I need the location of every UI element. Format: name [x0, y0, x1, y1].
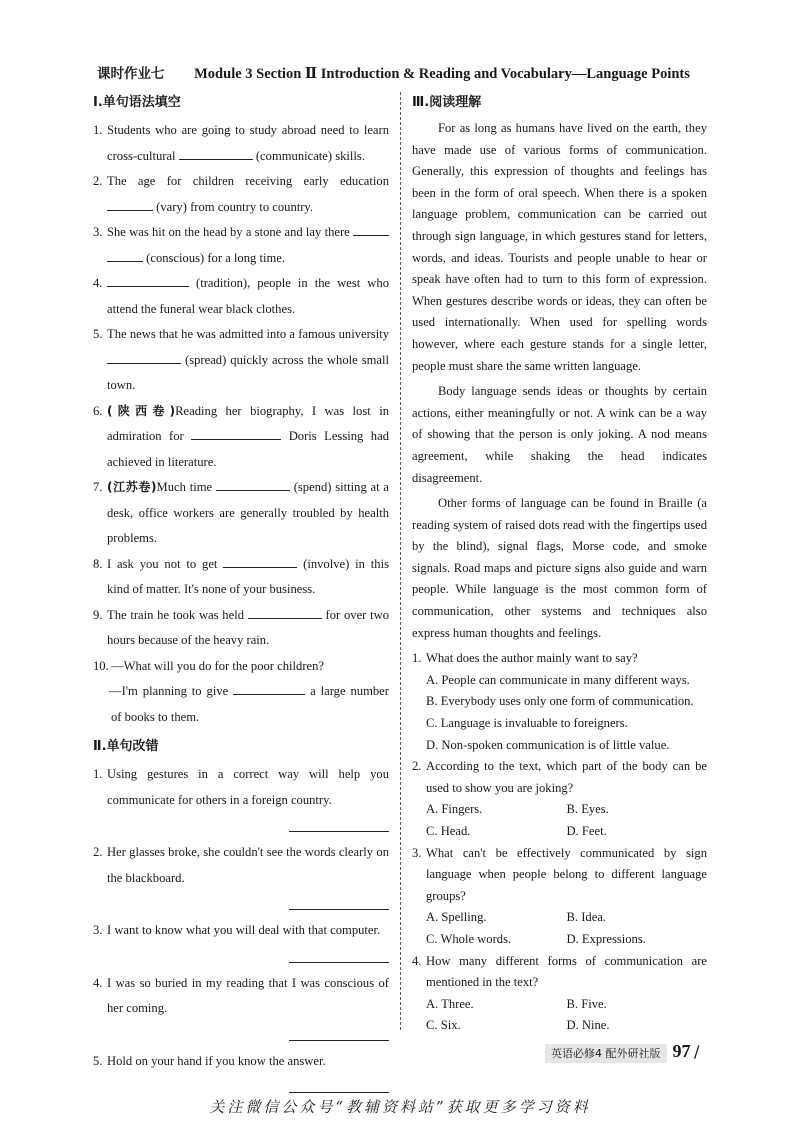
reading-question-4: 4. How many different forms of communication are mentioned in the text?	[412, 953, 707, 990]
answer-blank[interactable]	[107, 196, 153, 211]
question-9: 9. The train he took was held for over two hours because of the heavy rain.	[93, 603, 389, 654]
right-column	[412, 90, 707, 1037]
correction-3: 3. I want to know what you will deal with that computer.	[93, 918, 389, 963]
question-2: 2. The age for children receiving early education (vary) from country to country.	[93, 174, 389, 214]
question-5: 5. The news that he was admitted into a famous university (spread) quickly across the whole small town.	[93, 327, 389, 392]
option-a[interactable]: A. People can communicate in many different ways.	[426, 672, 690, 687]
option-d[interactable]: D. Feet.	[566, 824, 607, 838]
reading-question-3: 3. What can't be effectively communicated by sign language when people belong to different language groups?	[412, 845, 707, 903]
lesson-label: 课时作业七	[97, 66, 165, 82]
answer-blank[interactable]	[248, 604, 322, 619]
correction-4: 4. I was so buried in my reading that I was conscious of her coming.	[93, 971, 389, 1041]
left-column	[93, 90, 389, 1101]
question-3: 3. She was hit on the head by a stone and lay there (conscious) for a long time.	[93, 220, 389, 271]
bottom-notice: 关注微信公众号“教辅资料站”获取更多学习资料	[209, 1098, 591, 1116]
reading-question-1: 1. What does the author mainly want to say?	[412, 651, 638, 666]
option-c[interactable]: C. Whole words.	[426, 931, 512, 946]
module-title: Module 3 Section Ⅱ Introduction & Reading and Vocabulary—Language Points	[194, 66, 690, 82]
passage-paragraph-3: Other forms of language can be found in Braille (a reading system of raised dots read with the fingertips used by the blind), signal flags, Morse code, and smoke signals. Road maps and picture signs also guide and warn people. While language is the most common form of communication, other systems and techniques also express human thoughts and feelings.	[412, 496, 707, 640]
page-footer	[545, 1041, 699, 1062]
correction-5: 5. Hold on your hand if you know the answer.	[93, 1049, 389, 1094]
option-b[interactable]: B. Five.	[566, 996, 607, 1011]
answer-line[interactable]	[289, 1026, 389, 1041]
passage-paragraph-1: For as long as humans have lived on the earth, they have made use of various forms of communication. Generally, this expression of thoughts and feelings has been in the form of oral speech. When there is a spoken language problem, communication can be carried out through sign language, in which gestures stand for letters, words, and ideas. Tourists and people unable to hear or speak have often had to turn to this form of expression. When gestures describe words or ideas, they can often be used internationally. When used for spelling words however, where each gesture stands for a single letter, people must share the same written language.	[412, 121, 707, 373]
option-a[interactable]: A. Fingers.	[426, 802, 483, 817]
answer-blank[interactable]	[353, 221, 389, 236]
option-d[interactable]: D. Expressions.	[566, 931, 646, 946]
book-label: 英语必修4 配外研社版	[545, 1044, 667, 1063]
answer-blank[interactable]	[191, 425, 281, 440]
section-2-title: Ⅱ.单句改错	[93, 739, 159, 754]
reading-options-1	[412, 670, 707, 756]
reading-options-4	[412, 994, 707, 1037]
answer-blank[interactable]	[216, 476, 290, 491]
answer-line[interactable]	[289, 895, 389, 910]
option-c[interactable]: C. Head.	[426, 824, 471, 838]
slash-mark: /	[694, 1042, 700, 1061]
question-6: 6. (陕西卷)Reading her biography, I was lost in admiration for Doris Lessing had achieved in literature.	[93, 403, 389, 469]
question-10: 10. —What will you do for the poor children? —I'm planning to give a large number of books to them.	[93, 658, 389, 724]
option-c[interactable]: C. Language is invaluable to foreigners.	[426, 716, 628, 731]
reading-options-2	[412, 799, 707, 842]
answer-blank[interactable]	[107, 272, 189, 287]
page-number: 97	[672, 1041, 691, 1061]
section-1-title: Ⅰ.单句语法填空	[93, 95, 181, 110]
question-4: 4. (tradition), people in the west who attend the funeral wear black clothes.	[93, 271, 389, 322]
answer-blank[interactable]	[233, 680, 305, 695]
answer-line[interactable]	[289, 817, 389, 832]
correction-2: 2. Her glasses broke, she couldn't see the words clearly on the blackboard.	[93, 840, 389, 910]
reading-options-3	[412, 907, 707, 950]
option-b[interactable]: B. Idea.	[566, 910, 607, 925]
page-header	[97, 62, 707, 83]
option-d[interactable]: D. Nine.	[566, 1018, 610, 1033]
column-divider	[400, 92, 401, 1030]
answer-blank[interactable]	[179, 145, 253, 160]
reading-question-2: 2. According to the text, which part of the body can be used to show you are joking?	[412, 759, 707, 795]
section-3-title: Ⅲ.阅读理解	[412, 95, 482, 110]
question-7: 7. (江苏卷)Much time (spend) sitting at a desk, office workers are generally troubled by health problems.	[93, 475, 389, 552]
answer-blank[interactable]	[107, 349, 181, 364]
option-a[interactable]: A. Three.	[426, 996, 474, 1011]
answer-line[interactable]	[289, 1078, 389, 1093]
option-b[interactable]: B. Eyes.	[566, 802, 609, 817]
option-c[interactable]: C. Six.	[426, 1018, 461, 1033]
answer-blank[interactable]	[107, 247, 143, 262]
question-1: 1. Students who are going to study abroad need to learn cross-cultural (communicate) skills.	[93, 123, 389, 163]
answer-line[interactable]	[289, 948, 389, 963]
option-d[interactable]: D. Non-spoken communication is of little value.	[426, 737, 670, 752]
correction-1: 1. Using gestures in a correct way will help you communicate for others in a foreign country.	[93, 762, 389, 832]
question-8: 8. I ask you not to get (involve) in this kind of matter. It's none of your business.	[93, 552, 389, 603]
answer-blank[interactable]	[223, 553, 297, 568]
option-a[interactable]: A. Spelling.	[426, 910, 487, 925]
option-b[interactable]: B. Everybody uses only one form of communication.	[426, 694, 694, 709]
passage-paragraph-2: Body language sends ideas or thoughts by certain actions, either meaningfully or not. A wink can be a way of showing that the person is only joking. A nod means agreement, while shaking the head indicates disagreement.	[412, 384, 707, 485]
